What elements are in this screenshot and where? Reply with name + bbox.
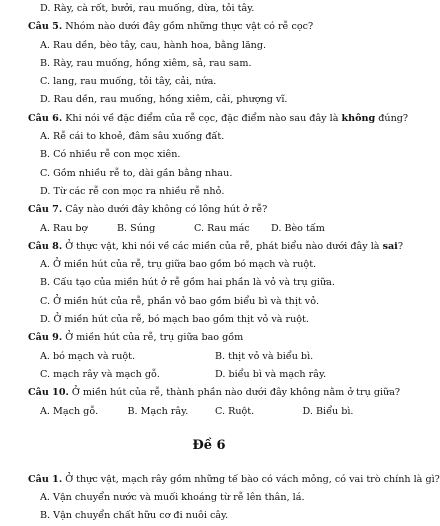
- option: D. Biểu bì.: [302, 405, 354, 417]
- option: C. mạch rây và mạch gỗ.: [40, 368, 160, 380]
- question-text: Ở miền hút của rễ, trụ giữa bao gồm: [62, 332, 244, 344]
- question-number: Câu 1.: [28, 473, 63, 485]
- question-text: Ở miền hút của rễ, thành phần nào dưới đây không nằm ở trụ giữa?: [68, 387, 401, 399]
- question-line: [28, 384, 401, 402]
- question-line: [28, 329, 390, 347]
- question-text: Nhóm nào dưới đây gồm những thực vật có rễ cọc?: [62, 21, 314, 33]
- options-row: [28, 348, 390, 366]
- question-5-block: [28, 0, 390, 110]
- emphasis-word: sai: [382, 240, 398, 252]
- option: C. Rau mác: [194, 222, 250, 234]
- question-number: Câu 8.: [28, 240, 63, 252]
- option-line: A. Rau dền, bèo tây, cau, hành hoa, bằng lăng.: [40, 39, 267, 51]
- option: A. Rau bợ: [40, 222, 88, 234]
- question-8-block: [28, 238, 403, 329]
- option-line: C. Ở miền hút của rễ, phần vỏ bao gồm biểu bì và thịt vỏ.: [40, 295, 320, 307]
- question-number: Câu 6.: [28, 112, 63, 124]
- option: D. biểu bì và mạch rây.: [215, 368, 327, 380]
- options-row: [28, 220, 390, 238]
- question-text: Ở thực vật, mạch rây gồm những tế bào có vách mỏng, có vai trò chính là gì?: [62, 473, 440, 485]
- question-number: Câu 10.: [28, 387, 69, 399]
- question-line: [28, 201, 390, 219]
- question-9-block: [28, 329, 390, 384]
- option: B. Súng: [117, 222, 156, 234]
- option-line: C. Gồm nhiều rễ to, dài gần bằng nhau.: [40, 167, 233, 179]
- option-line: B. Rày, rau muống, hồng xiêm, sả, rau sam.: [40, 57, 252, 69]
- option-line: D. Rau dền, rau muống, hồng xiêm, cải, phượng vĩ.: [40, 94, 288, 106]
- options-row: [28, 403, 390, 421]
- question-number: Câu 7.: [28, 204, 63, 216]
- option-line: C. lang, rau muống, tỏi tây, cải, nứa.: [40, 76, 217, 88]
- options-row: [28, 366, 390, 384]
- option-line: A. Ở miền hút của rễ, trụ giữa bao gồm bó mạch và ruột.: [40, 259, 317, 271]
- question-line: [28, 110, 409, 128]
- question-number: Câu 9.: [28, 332, 63, 344]
- option-line: B. Cấu tạo của miền hút ở rễ gồm hai phần là vỏ và trụ giữa.: [40, 277, 335, 289]
- question-text: Cây nào dưới đây không có lông hút ở rễ?: [62, 204, 268, 216]
- question-number: Câu 5.: [28, 21, 63, 33]
- option-line: A. Rễ cái to khoẻ, đâm sâu xuống đất.: [40, 131, 225, 143]
- option: B. Mạch rây.: [127, 405, 189, 417]
- question-10-block: [28, 384, 401, 421]
- question-text-end: đúng?: [375, 112, 409, 124]
- question-7-block: [28, 201, 390, 238]
- option-line: D. Ở miền hút của rễ, bó mạch bao gồm thịt vỏ và ruột.: [40, 314, 309, 326]
- option-line: B. Vận chuyển chất hữu cơ đi nuôi cây.: [40, 510, 229, 522]
- section-heading: Đề 6: [192, 437, 226, 453]
- question-line: [28, 18, 390, 36]
- option-line: B. Có nhiều rễ con mọc xiên.: [40, 149, 181, 161]
- option: A. Mạch gỗ.: [40, 405, 99, 417]
- option: D. Bèo tấm: [271, 222, 325, 234]
- question-line: [28, 238, 403, 256]
- option-line: D. Từ các rễ con mọc ra nhiều rễ nhỏ.: [40, 185, 225, 197]
- question-6-block: [28, 110, 409, 201]
- question-text-end: ?: [397, 240, 403, 252]
- question-text: Ở thực vật, khi nói về các miền của rễ, phát biểu nào dưới đây là: [62, 240, 383, 252]
- question-line: [28, 471, 440, 489]
- question-text: Khi nói về đặc điểm của rễ cọc, đặc điểm nào sau đây là: [62, 112, 342, 124]
- option-line: D. Rày, cà rốt, bưởi, rau muống, dừa, tỏi tây.: [40, 3, 255, 14]
- option: B. thịt vỏ và biểu bì.: [215, 350, 314, 362]
- option: A. bó mạch và ruột.: [40, 350, 136, 362]
- emphasis-word: không: [341, 112, 376, 124]
- option-line: A. Vận chuyển nước và muối khoáng từ rễ lên thân, lá.: [40, 492, 305, 504]
- question-1-block: [28, 471, 440, 526]
- option: C. Ruột.: [215, 405, 255, 417]
